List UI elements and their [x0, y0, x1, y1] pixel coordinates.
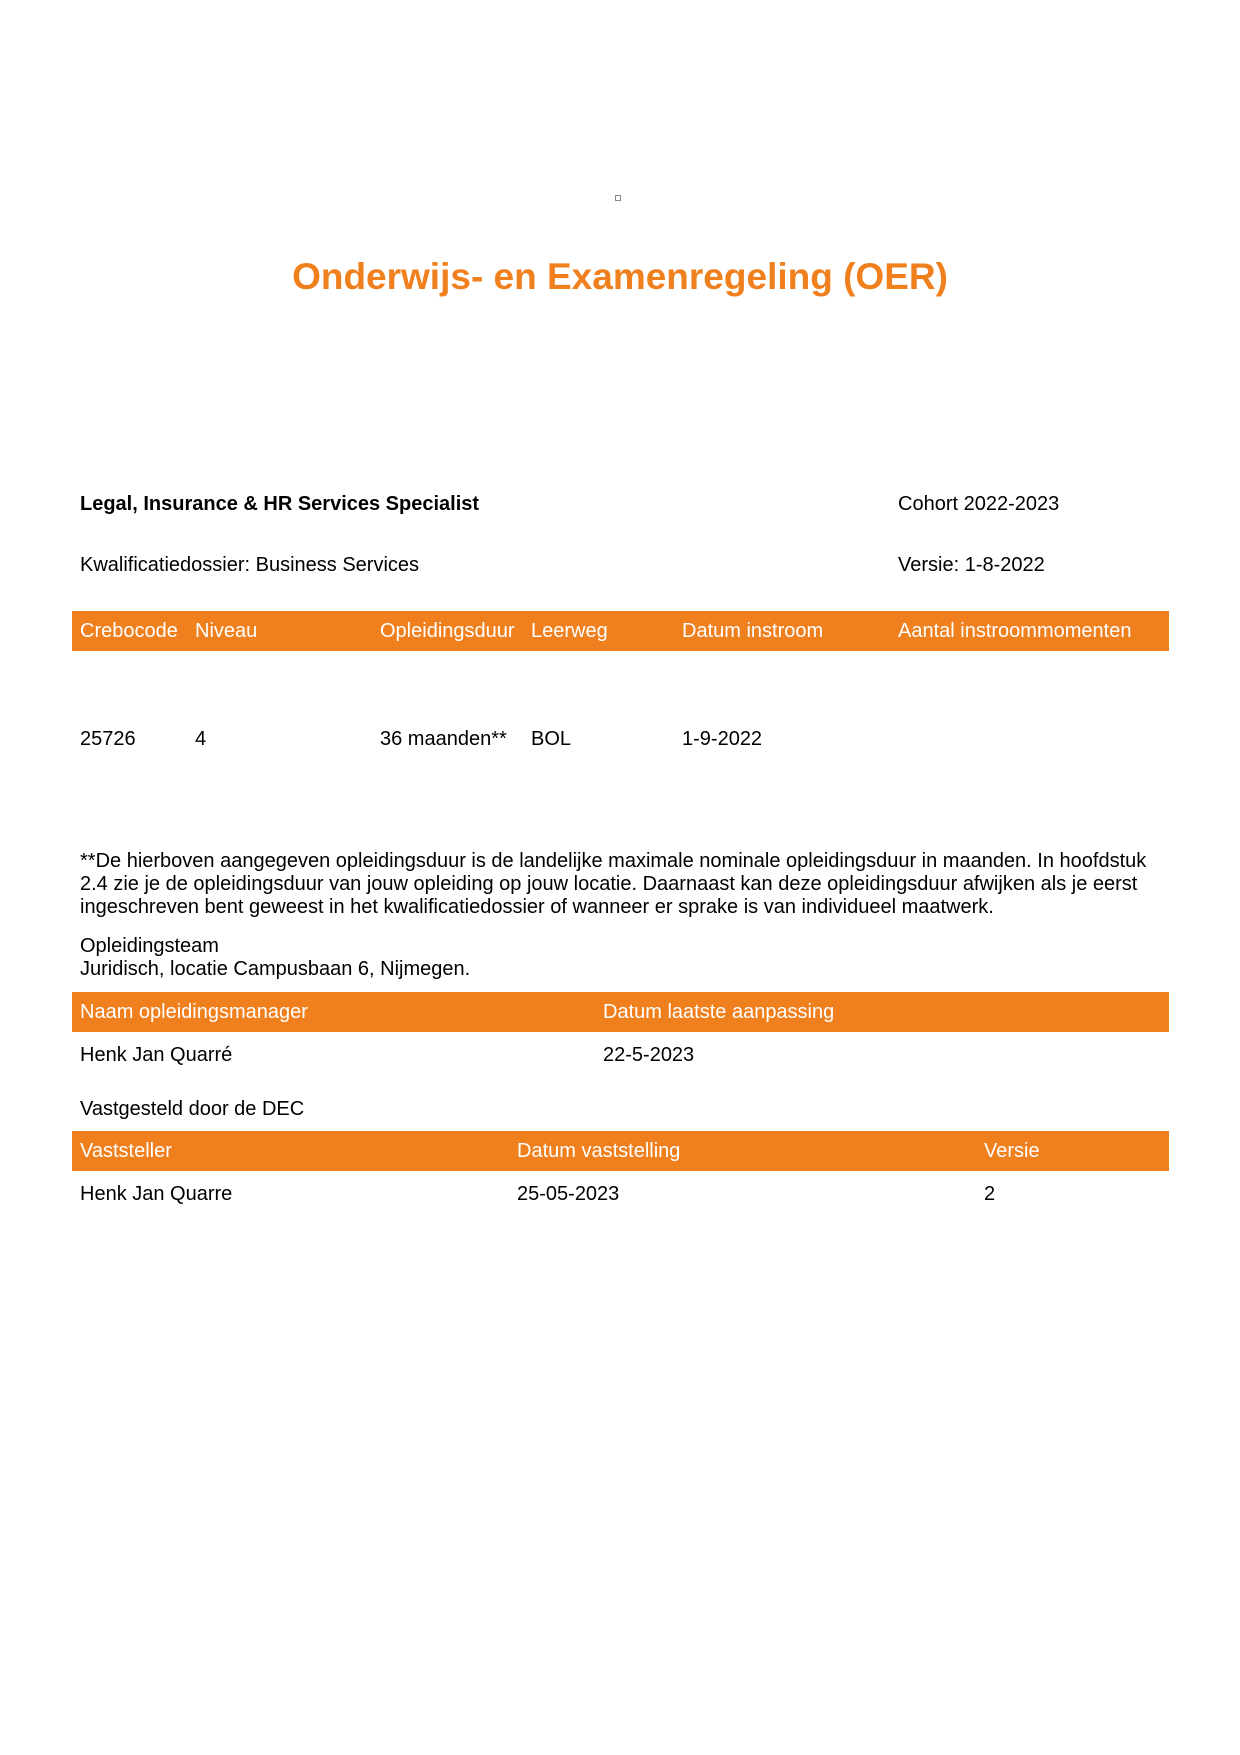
cell-vaststeller: Henk Jan Quarre	[80, 1183, 233, 1205]
cell-versie: 2	[984, 1183, 996, 1205]
cell-leerweg: BOL	[531, 728, 572, 750]
header-crebocode: Crebocode	[80, 620, 178, 642]
cell-datum-vaststelling: 25-05-2023	[517, 1183, 620, 1205]
program-name: Legal, Insurance & HR Services Specialist	[80, 493, 480, 515]
header-naam-opleidingsmanager: Naam opleidingsmanager	[80, 1001, 308, 1023]
cell-manager-name: Henk Jan Quarré	[80, 1044, 233, 1066]
header-datum-laatste-aanpassing: Datum laatste aanpassing	[603, 1001, 835, 1023]
established-by: Vastgesteld door de DEC	[80, 1098, 305, 1120]
placeholder-box-icon	[615, 195, 621, 201]
header-aantal-instroommomenten: Aantal instroommomenten	[898, 620, 1132, 642]
cohort-label: Cohort 2022-2023	[898, 493, 1060, 515]
header-datum-instroom: Datum instroom	[682, 620, 824, 642]
team-location: Juridisch, locatie Campusbaan 6, Nijmegen.	[80, 958, 471, 980]
manager-table-header	[72, 992, 1169, 1032]
team-label: Opleidingsteam	[80, 935, 219, 957]
cell-opleidingsduur: 36 maanden**	[380, 728, 507, 750]
footnote: **De hierboven aangegeven opleidingsduur is de landelijke maximale nominale opleidingsduur in maanden. In hoofdstuk 2.4 zie je de opleidingsduur van jouw opleiding op jouw locatie. Daarnaast kan deze opleidingsduur afwijken als je eerst ingeschreven bent geweest in het kwalificatiedossier of wanneer er sprake is van individueel maatwerk.	[80, 850, 1147, 918]
cell-crebocode: 25726	[80, 728, 136, 750]
header-datum-vaststelling: Datum vaststelling	[517, 1140, 681, 1162]
version-date: Versie: 1-8-2022	[898, 554, 1045, 576]
cell-datum-instroom: 1-9-2022	[682, 728, 763, 750]
header-opleidingsduur: Opleidingsduur	[380, 620, 515, 642]
approval-table-header	[72, 1131, 1169, 1171]
page-title: Onderwijs- en Examenregeling (OER)	[292, 256, 948, 297]
header-leerweg: Leerweg	[531, 620, 608, 642]
qualification-file: Kwalificatiedossier: Business Services	[80, 554, 420, 576]
header-versie: Versie	[984, 1140, 1040, 1162]
header-vaststeller: Vaststeller	[80, 1140, 172, 1162]
header-niveau: Niveau	[195, 620, 258, 642]
cell-niveau: 4	[195, 728, 207, 750]
program-table-header	[72, 611, 1169, 651]
cell-last-modified: 22-5-2023	[603, 1044, 695, 1066]
